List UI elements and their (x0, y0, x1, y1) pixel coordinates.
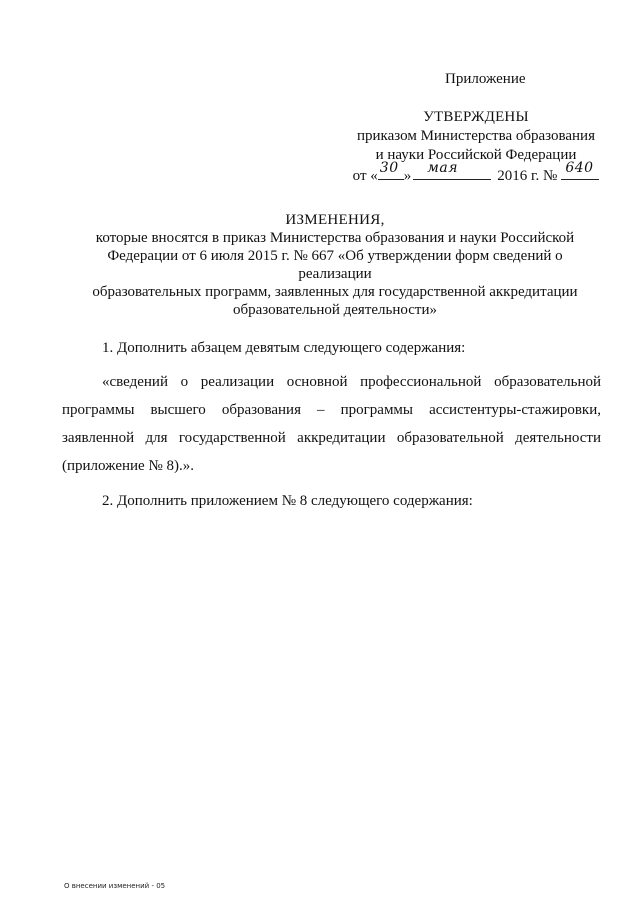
day-blank (378, 160, 404, 180)
handwritten-day: 30 (379, 160, 399, 176)
document-title (70, 211, 600, 319)
order-date-line (340, 160, 612, 186)
order-line-2: и науки Российской Федерации (375, 147, 577, 163)
number-blank (561, 160, 599, 180)
title-line-3: образовательных программ, заявленных для государственной аккредитации (92, 284, 578, 300)
quoted-insertion-paragraph: «сведений о реализации основной профессиональной образовательной программы высшего образования – программы ассистентуры-стажировки, заявленной для государственной аккредитации образовательной деятельности (приложение № 8).». (62, 374, 601, 474)
order-line-1: приказом Министерства образования (357, 128, 595, 144)
footer-file-note: О внесении изменений - 05 (64, 882, 166, 890)
document-body (62, 334, 601, 520)
approved-heading: УТВЕРЖДЕНЫ (423, 109, 529, 125)
date-year: 2016 г. № (497, 168, 558, 184)
date-mid: » (403, 168, 412, 184)
title-line-1: которые вносятся в приказ Министерства образования и науки Российской (95, 230, 575, 246)
title-line-2: Федерации от 6 июля 2015 г. № 667 «Об утверждении форм сведений о реализации (107, 248, 563, 282)
handwritten-order-number: 640 (565, 160, 594, 176)
month-blank (413, 160, 491, 180)
date-prefix: от « (352, 168, 378, 184)
item-2-paragraph: 2. Дополнить приложением № 8 следующего содержания: (102, 493, 473, 509)
handwritten-month: мая (427, 160, 459, 176)
item-1-paragraph: 1. Дополнить абзацем девятым следующего содержания: (102, 340, 466, 356)
title-heading: ИЗМЕНЕНИЯ, (285, 212, 385, 228)
title-line-4: образовательной деятельности» (233, 302, 437, 318)
appendix-label: Приложение (445, 71, 526, 87)
approval-stamp-block (340, 108, 612, 186)
